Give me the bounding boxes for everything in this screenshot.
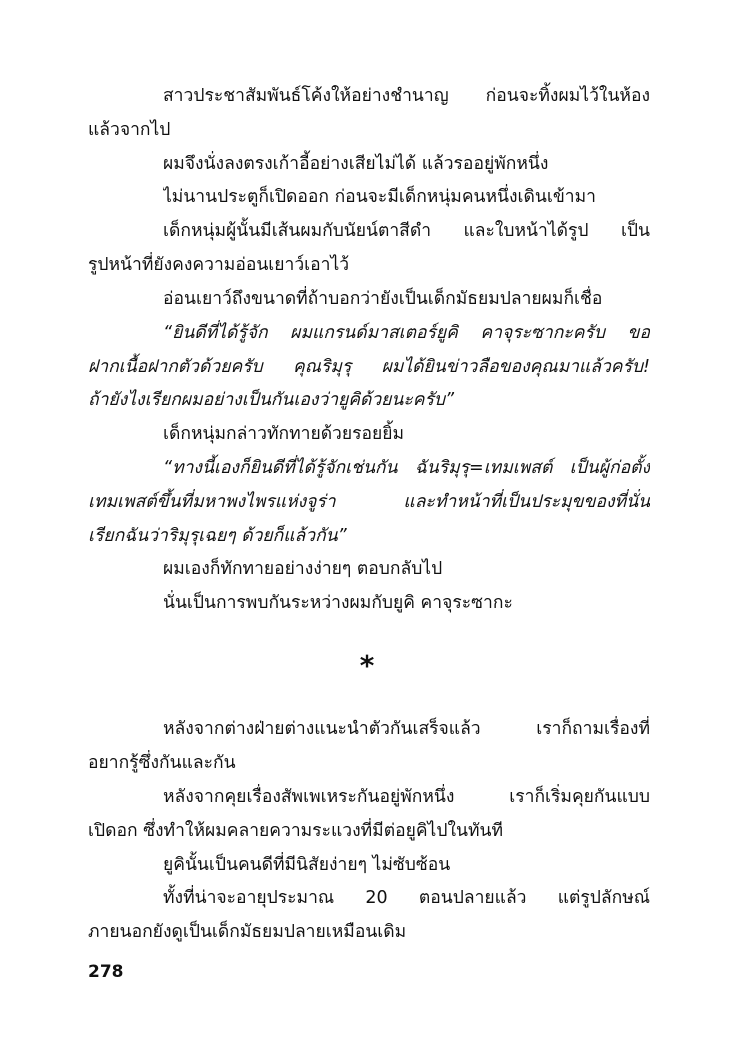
section-separator: *: [358, 649, 376, 682]
dialogue-line: เรียกฉันว่าริมุรุเฉยๆ ด้วยก็แล้วกัน”: [88, 526, 347, 546]
text-line: ไม่นานประตูก็เปิดออก ก่อนจะมีเด็กหนุ่มคนหนึ่งเดินเข้ามา: [163, 187, 596, 207]
text-line: สาวประชาสัมพันธ์โค้งให้อย่างชำนาญ ก่อนจะทิ้งผมไว้ในห้อง: [163, 86, 650, 106]
dialogue-line: ถ้ายังไงเรียกผมอย่างเป็นกันเองว่ายูคิด้วยนะครับ”: [88, 390, 455, 410]
text-line: อยากรู้ซึ่งกันและกัน: [88, 753, 236, 773]
text-line: อ่อนเยาว์ถึงขนาดที่ถ้าบอกว่ายังเป็นเด็กมัธยมปลายผมก็เชื่อ: [163, 289, 603, 309]
text-line: ผมจึงนั่งลงตรงเก้าอี้อย่างเสียไม่ได้ แล้วรออยู่พักหนึ่ง: [163, 154, 549, 174]
text-line: เปิดอก ซึ่งทำให้ผมคลายความระแวงที่มีต่อยูคิไปในทันที: [88, 821, 503, 841]
dialogue-line: “ยินดีที่ได้รู้จัก ผมแกรนด์มาสเตอร์ยูคิ คาจุระซากะครับ ขอ: [163, 323, 650, 343]
text-line: หลังจากต่างฝ่ายต่างแนะนำตัวกันเสร็จแล้ว เราก็ถามเรื่องที่: [163, 719, 650, 739]
dialogue-line: “ทางนี้เองก็ยินดีที่ได้รู้จักเช่นกัน ฉันริมุรุ=เทมเพสต์ เป็นผู้ก่อตั้ง: [163, 458, 650, 478]
text-line: ภายนอกยังดูเป็นเด็กมัธยมปลายเหมือนเดิม: [88, 922, 407, 942]
dialogue-line: เทมเพสต์ขึ้นที่มหาพงไพรแห่งจูร่า และทำหน้าที่เป็นประมุขของที่นั่น: [88, 492, 650, 512]
text-line: เด็กหนุ่มผู้นั้นมีเส้นผมกับนัยน์ตาสีดำ และใบหน้าได้รูป เป็น: [163, 221, 650, 241]
text-line: เด็กหนุ่มกล่าวทักทายด้วยรอยยิ้ม: [163, 424, 405, 444]
page-number: 278: [88, 962, 124, 982]
text-line: ทั้งที่น่าจะอายุประมาณ 20 ตอนปลายแล้ว แต่รูปลักษณ์: [163, 888, 650, 908]
text-line: ผมเองก็ทักทายอย่างง่ายๆ ตอบกลับไป: [163, 559, 443, 579]
text-line: หลังจากคุยเรื่องสัพเพเหระกันอยู่พักหนึ่ง เราก็เริ่มคุยกันแบบ: [163, 787, 650, 807]
text-line: รูปหน้าที่ยังคงความอ่อนเยาว์เอาไว้: [88, 255, 350, 275]
text-line: แล้วจากไป: [88, 120, 171, 140]
text-line: ยูคินั้นเป็นคนดีที่มีนิสัยง่ายๆ ไม่ซับซ้อน: [163, 855, 451, 875]
dialogue-line: ฝากเนื้อฝากตัวด้วยครับ คุณริมุรุ ผมได้ยินข่าวลือของคุณมาแล้วครับ!: [88, 357, 650, 377]
text-line: นั่นเป็นการพบกันระหว่างผมกับยูคิ คาจุระซากะ: [163, 593, 513, 613]
